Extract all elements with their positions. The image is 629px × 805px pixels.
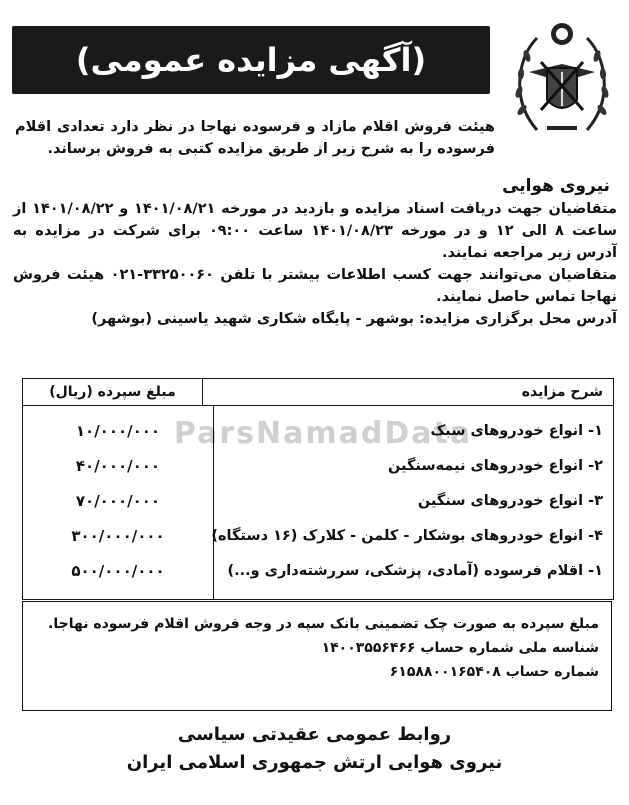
table-row-desc: ۲- انواع خودروهای نیمه‌سنگین (388, 458, 603, 474)
table-row-desc: ۳- انواع خودروهای سنگین (417, 493, 603, 509)
auction-table (22, 378, 614, 600)
table-row-desc: ۱- انواع خودروهای سبک (430, 423, 603, 439)
amount-column (23, 406, 213, 600)
desc-column (213, 406, 613, 600)
table-row-amount: ۳۰۰/۰۰۰/۰۰۰ (71, 527, 165, 545)
table-row-amount: ۱۰/۰۰۰/۰۰۰ (75, 422, 161, 440)
signature-dept: روابط عمومی عقیدتی سیاسی (177, 724, 452, 745)
signature-org: نیروی هوایی ارتش جمهوری اسلامی ایران (126, 752, 503, 773)
account-number-line: شماره حساب ۶۱۵۸۸۰۰۱۶۵۴۰۸ (389, 664, 599, 680)
signature-block (8, 721, 621, 777)
body-paragraph-visit: متقاضیان جهت دریافت اسناد مزایده و بازدید در مورخه ۱۴۰۱/۰۸/۲۱ و ۱۴۰۱/۰۸/۲۲ از ساعت ۸ الی ۱۲ و در مورخه ۱۴۰۱/۰۸/۲۳ ساعت ۰۹:۰۰ برای شرکت در مزایده به آدرس زیر مراجعه نمایند. (13, 201, 618, 261)
body-paragraph-phone: متقاضیان می‌توانند جهت کسب اطلاعات بیشتر با تلفن ۳۳۲۵۰۰۶۰-۰۲۱ هیئت فروش نهاجا تماس حاصل نمایند. (13, 267, 617, 305)
intro-text (15, 116, 495, 160)
intro-paragraph: هیئت فروش اقلام مازاد و فرسوده نهاجا در نظر دارد تعدادی اقلام فرسوده را به شرح زیر از طریق مزایده کتبی به فروش برساند. (15, 119, 495, 157)
table-row-amount: ۴۰/۰۰۰/۰۰۰ (75, 457, 161, 475)
ad-page (8, 6, 621, 799)
body-paragraph-address: آدرس محل برگزاری مزایده: بوشهر - پایگاه شکاری شهید یاسینی (بوشهر) (91, 311, 617, 327)
header-amount: مبلغ سپرده (ریال) (49, 384, 176, 400)
payment-info-box (22, 601, 612, 711)
body-text (13, 198, 617, 330)
table-row-desc: ۴- انواع خودروهای بوشکار - کلمن - کلارک (۱۶ دستگاه) (211, 528, 603, 544)
table-body (23, 406, 613, 600)
air-force-emblem-icon (507, 10, 617, 150)
title-banner (12, 26, 490, 94)
page-title: (آگهی مزایده عمومی) (75, 41, 427, 79)
org-name: نیروی هوایی (502, 176, 610, 196)
table-row-amount: ۵۰۰/۰۰۰/۰۰۰ (71, 562, 165, 580)
national-id-line: شناسه ملی شماره حساب ۱۴۰۰۳۵۵۶۴۶۶ (321, 640, 599, 656)
header-desc: شرح مزایده (202, 379, 613, 405)
table-row-amount: ۷۰/۰۰۰/۰۰۰ (75, 492, 161, 510)
deposit-note: مبلغ سپرده به صورت چک تضمینی بانک سپه در وجه فروش اقلام فرسوده نهاجا. (48, 616, 599, 632)
table-row-desc: ۱- اقلام فرسوده (آمادی، پزشکی، سررشته‌داری و...) (227, 563, 603, 579)
watermark: ParsNamadData (173, 416, 473, 451)
table-header (23, 379, 613, 406)
